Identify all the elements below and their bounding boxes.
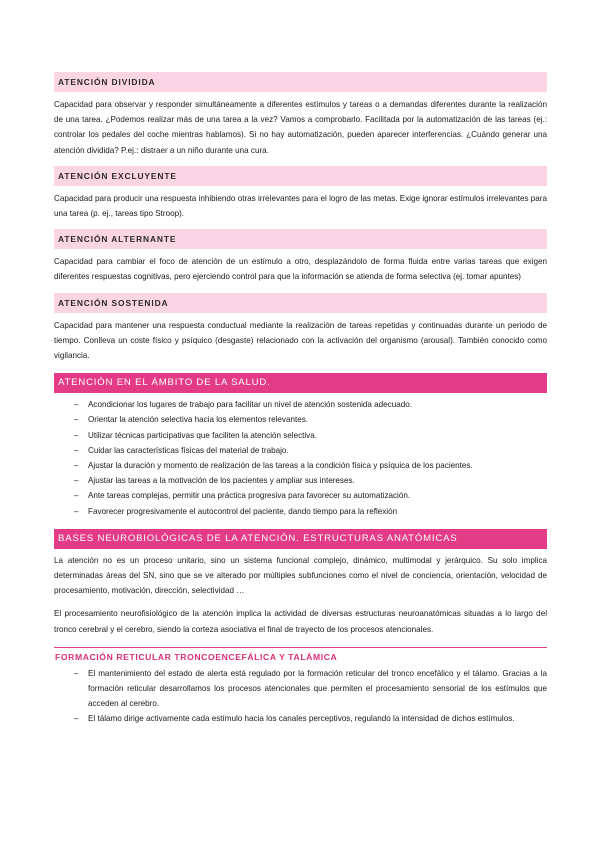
- paragraph-atencion-dividida: Capacidad para observar y responder simultáneamente a diferentes estímulos y tareas o a demandas diferentes durante la realización de una tarea. ¿Podemos realizar más de una tarea a la vez? Vamos a comprobarlo. Facilitada por la automatización de las tareas (ej.: controlar los pedales del coche mientras hablamos). Si no hay automatización, pueden aparecer interferencias. ¿Cuándo generar una atención dividida? P.ej.: distraer a un niño durante una cura.: [54, 100, 547, 155]
- section-header-formacion-reticular: FORMACIÓN RETICULAR TRONCOENCEFÁLICA Y TALÁMICA: [54, 647, 547, 662]
- list-item: [54, 428, 547, 443]
- list-item-text: Orientar la atención selectiva hacia los elementos relevantes.: [88, 415, 308, 425]
- section-header-atencion-excluyente: ATENCIÓN EXCLUYENTE: [54, 166, 547, 186]
- section-header-atencion-dividida: ATENCIÓN DIVIDIDA: [54, 72, 547, 92]
- list-item-text: Utilizar técnicas participativas que faciliten la atención selectiva.: [88, 430, 317, 440]
- list-item: [54, 666, 547, 712]
- dash-bullet: –: [74, 476, 79, 486]
- list-item: [54, 412, 547, 427]
- section-header-atencion-sostenida: ATENCIÓN SOSTENIDA: [54, 293, 547, 313]
- list-item-text: Cuidar las características físicas del material de trabajo.: [88, 445, 289, 455]
- section-header-atencion-alternante: ATENCIÓN ALTERNANTE: [54, 229, 547, 249]
- dash-bullet: –: [74, 668, 79, 678]
- paragraph-bases-2: El procesamiento neurofisiológico de la atención implica la actividad de diversas estructuras neuroanatómicas situadas a lo largo del tronco cerebral y el cerebro, siendo la corteza asociativa el final de trayecto de los procesos atencionales.: [54, 609, 547, 634]
- paragraph-atencion-sostenida: Capacidad para mantener una respuesta conductual mediante la realización de tareas repetidas y continuadas durante un periodo de tiempo. Conlleva un coste físico y psíquico (desgaste) relacionado con la activación del organismo (arousal). También conocido como vigilancia.: [54, 320, 547, 361]
- list-item-text: Acondicionar los lugares de trabajo para facilitar un nivel de atención sostenida adecuado.: [88, 400, 412, 410]
- dash-bullet: –: [74, 400, 79, 410]
- list-item-text: El mantenimiento del estado de alerta está regulado por la formación reticular del tronco encefálico y el tálamo. Gracias a la formación reticular desarrollamos los procesos atencionales que permiten el procesamiento sensorial de los estímulos que acceden al cerebro.: [88, 668, 547, 709]
- reticular-list: [54, 666, 547, 727]
- section-header-bases-neurobiologicas: BASES NEUROBIOLÓGICAS DE LA ATENCIÓN. ESTRUCTURAS ANATÓMICAS: [54, 529, 547, 549]
- salud-list: [54, 397, 547, 519]
- list-item-text: Favorecer progresivamente el autocontrol del paciente, dando tiempo para la reflexión: [88, 506, 398, 516]
- dash-bullet: –: [74, 491, 79, 501]
- paragraph-atencion-excluyente: Capacidad para producir una respuesta inhibiendo otras irrelevantes para el logro de las metas. Exige ignorar estímulos irrelevantes para una tarea (p. ej., tareas tipo Stroop).: [54, 193, 547, 219]
- section-header-salud: ATENCIÓN EN EL ÁMBITO DE LA SALUD.: [54, 373, 547, 393]
- dash-bullet: –: [74, 430, 79, 440]
- dash-bullet: –: [74, 415, 79, 425]
- list-item: [54, 504, 547, 519]
- paragraph-bases-1: La atención no es un proceso unitario, sino un sistema funcional complejo, dinámico, multimodal y jerárquico. Su solo implica determinadas áreas del SN, sino que se ve alterado por múltiples subfunciones como el nivel de conciencia, orientación, velocidad de procesamiento, motivación, dirección, selectividad …: [54, 555, 547, 596]
- paragraph-atencion-alternante: Capacidad para cambiar el foco de atención de un estímulo a otro, desplazándolo de forma fluida entre varias tareas que exigen diferentes respuestas cognitivas, pero ejerciendo control para que la información se atienda de forma selectiva (ej. tomar apuntes): [54, 257, 547, 282]
- list-item-text: Ante tareas complejas, permitir una práctica progresiva para favorecer su automatización.: [88, 491, 411, 501]
- list-item-text: El tálamo dirige activamente cada estímulo hacia los canales perceptivos, regulando la intensidad de dichos estímulos.: [88, 714, 515, 724]
- dash-bullet: –: [74, 506, 79, 516]
- dash-bullet: –: [74, 714, 79, 724]
- dash-bullet: –: [74, 461, 79, 471]
- list-item: [54, 397, 547, 412]
- list-item: [54, 711, 547, 726]
- list-item: [54, 473, 547, 488]
- dash-bullet: –: [74, 445, 79, 455]
- list-item: [54, 443, 547, 458]
- list-item: [54, 488, 547, 503]
- list-item-text: Ajustar las tareas a la motivación de los pacientes y ampliar sus intereses.: [88, 476, 355, 486]
- list-item: [54, 458, 547, 473]
- list-item-text: Ajustar la duración y momento de realización de las tareas a la condición física y psíquica de los pacientes.: [88, 461, 473, 471]
- document-page: [54, 72, 547, 727]
